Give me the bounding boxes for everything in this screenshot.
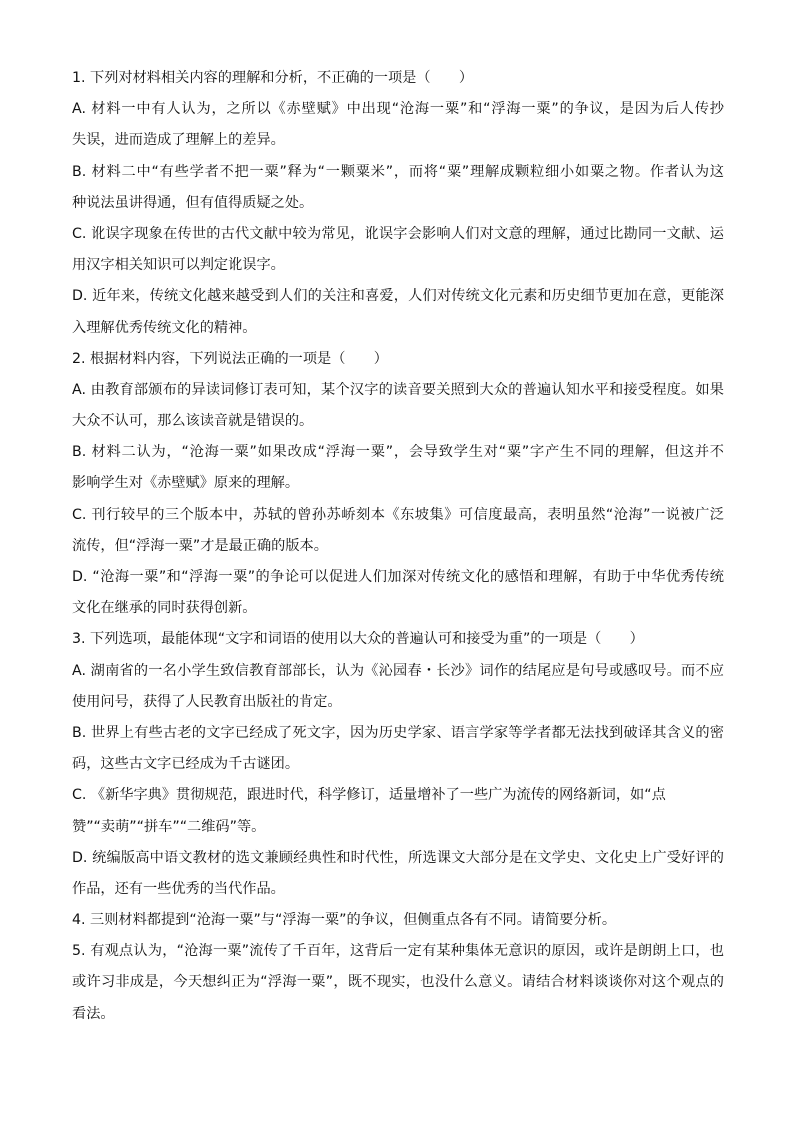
option-text-line: 种说法虽讲得通，但有值得质疑之处。 xyxy=(72,194,314,211)
option-text-line: C. 《新华字典》贯彻规范，跟进时代，科学修订，适量增补了一些广为流传的网络新词，如“点 xyxy=(72,787,666,804)
question-3-option-c xyxy=(72,780,724,842)
option-text-line: D. 近年来，传统文化越来越受到人们的关注和喜爱，人们对传统文化元素和历史细节更加在意，更能深 xyxy=(72,288,724,305)
question-5 xyxy=(72,936,724,1030)
option-text-line: 大众不认可，那么该读音就是错误的。 xyxy=(72,413,314,430)
question-3-option-a xyxy=(72,656,724,718)
option-text-line: 流传，但“浮海一粟”才是最正确的版本。 xyxy=(72,537,328,554)
question-3 xyxy=(72,624,724,905)
question-1-option-d xyxy=(72,281,724,343)
option-text-line: C. 刊行较早的三个版本中，苏轼的曾孙苏峤刻本《东坡集》可信度最高，表明虽然“沧海”一说被广泛 xyxy=(72,506,724,523)
option-text-line: A. 材料一中有人认为，之所以《赤壁赋》中出现“沧海一粟”和“浮海一粟”的争议，是因为后人传抄 xyxy=(72,101,724,118)
option-text-line: 使用问号，获得了人民教育出版社的肯定。 xyxy=(72,693,342,710)
question-5-stem-line: 看法。 xyxy=(72,1005,115,1022)
question-5-stem-line: 5. 有观点认为，“沧海一粟”流传了千百年，这背后一定有某种集体无意识的原因，或许是朗朗上口，也 xyxy=(72,943,724,960)
question-1-option-b xyxy=(72,157,724,219)
question-2-stem: 2. 根据材料内容，下列说法正确的一项是（ ） xyxy=(72,350,388,367)
question-2-option-c xyxy=(72,500,724,562)
question-2-option-d xyxy=(72,562,724,624)
question-4 xyxy=(72,905,724,936)
question-1 xyxy=(72,63,724,344)
option-text-line: D. “沧海一粟”和“浮海一粟”的争论可以促进人们加深对传统文化的感悟和理解，有助于中华优秀传统 xyxy=(72,569,724,585)
question-1-option-a xyxy=(72,94,724,156)
question-list xyxy=(72,63,724,1030)
question-2 xyxy=(72,344,724,625)
option-text-line: B. 世界上有些古老的文字已经成了死文字，因为历史学家、语言学家等学者都无法找到破译其含义的密 xyxy=(72,724,724,741)
question-2-option-a xyxy=(72,375,724,437)
option-text-line: 码，这些古文字已经成为千古谜团。 xyxy=(72,756,300,773)
option-text-line: B. 材料二中“有些学者不把一粟”释为“一颗粟米”，而将“粟”理解成颗粒细小如粟之物。作者认为这 xyxy=(72,163,724,180)
option-text-line: 作品，还有一些优秀的当代作品。 xyxy=(72,880,285,897)
question-1-stem: 1. 下列对材料相关内容的理解和分析，不正确的一项是（ ） xyxy=(72,70,474,86)
question-3-option-b xyxy=(72,718,724,780)
option-text-line: 失误，进而造成了理解上的差异。 xyxy=(72,132,285,149)
option-text-line: 文化在继承的同时获得创新。 xyxy=(72,600,257,617)
option-text-line: A. 由教育部颁布的异读词修订表可知，某个汉字的读音要关照到大众的普遍认知水平和接受程度。如果 xyxy=(72,381,724,398)
question-3-option-d xyxy=(72,843,724,905)
question-2-option-b xyxy=(72,437,724,499)
question-4-stem: 4. 三则材料都提到“沧海一粟”与“浮海一粟”的争议，但侧重点各有不同。请简要分析。 xyxy=(72,912,617,929)
question-1-option-c xyxy=(72,219,724,281)
option-text-line: 影响学生对《赤壁赋》原来的理解。 xyxy=(72,475,300,492)
question-3-stem: 3. 下列选项，最能体现“文字和词语的使用以大众的普遍认可和接受为重”的一项是（ ） xyxy=(72,631,644,648)
option-text-line: A. 湖南省的一名小学生致信教育部部长，认为《沁园春・长沙》词作的结尾应是句号或感叹号。而不应 xyxy=(72,662,724,679)
option-text-line: B. 材料二认为，“沧海一粟”如果改成“浮海一粟”，会导致学生对“粟”字产生不同的理解，但这并不 xyxy=(72,444,724,461)
option-text-line: D. 统编版高中语文教材的选文兼顾经典性和时代性，所选课文大部分是在文学史、文化史上广受好评的 xyxy=(72,849,724,866)
option-text-line: 赞”“卖萌”“拼车”“二维码”等。 xyxy=(72,818,266,835)
question-5-stem-line: 或许习非成是，今天想纠正为“浮海一粟”，既不现实，也没什么意义。请结合材料谈谈你对这个观点的 xyxy=(72,974,724,991)
option-text-line: 入理解优秀传统文化的精神。 xyxy=(72,319,257,336)
option-text-line: C. 讹误字现象在传世的古代文献中较为常见，讹误字会影响人们对文意的理解，通过比勘同一文献、运 xyxy=(72,225,724,242)
option-text-line: 用汉字相关知识可以判定讹误字。 xyxy=(72,257,285,274)
